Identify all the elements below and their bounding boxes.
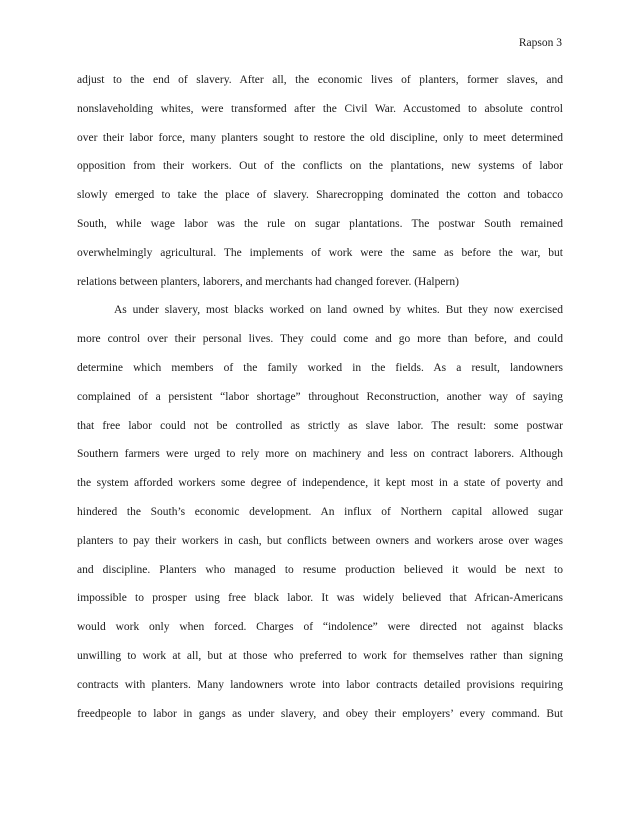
paragraph: [77, 66, 563, 296]
text-line: nonslaveholding whites, were transformed after the Civil War. Accustomed to absolute control: [77, 102, 563, 115]
running-head: Rapson 3: [518, 37, 562, 49]
text-line: opposition from their workers. Out of the conflicts on the plantations, new systems of labor: [77, 160, 563, 173]
text-line: planters to pay their workers in cash, but conflicts between owners and workers arose over wages: [77, 534, 563, 547]
text-line: that free labor could not be controlled as strictly as slave labor. The result: some postwar: [77, 419, 563, 432]
text-line: Southern farmers were urged to rely more on machinery and less on contract laborers. Although: [77, 448, 563, 461]
text-line: overwhelmingly agricultural. The implements of work were the same as before the war, but: [77, 246, 563, 259]
text-line: South, while wage labor was the rule on sugar plantations. The postwar South remained: [77, 217, 563, 230]
text-line: unwilling to work at all, but at those who preferred to work for themselves rather than signing: [77, 649, 563, 662]
text-line: impossible to prosper using free black labor. It was widely believed that African-Americans: [77, 592, 563, 605]
text-line: hindered the South’s economic development. An influx of Northern capital allowed sugar: [77, 505, 563, 518]
text-line: relations between planters, laborers, and merchants had changed forever. (Halpern): [77, 275, 459, 288]
text-line: contracts with planters. Many landowners wrote into labor contracts detailed provisions requiring: [77, 678, 563, 691]
text-line: adjust to the end of slavery. After all, the economic lives of planters, former slaves, and: [77, 74, 563, 86]
text-line: determine which members of the family worked in the fields. As a result, landowners: [77, 361, 563, 374]
text-line: complained of a persistent “labor shortage” throughout Reconstruction, another way of saying: [77, 390, 563, 403]
text-line: more control over their personal lives. They could come and go more than before, and could: [77, 333, 563, 346]
text-line: over their labor force, many planters sought to restore the old discipline, only to meet determined: [77, 131, 563, 144]
text-line: would work only when forced. Charges of “indolence” were directed not against blacks: [77, 621, 563, 634]
text-line: slowly emerged to take the place of slavery. Sharecropping dominated the cotton and tobacco: [77, 189, 563, 202]
text-line: freedpeople to labor in gangs as under slavery, and obey their employers’ every command. But: [77, 707, 563, 720]
text-line: As under slavery, most blacks worked on land owned by whites. But they now exercised: [114, 304, 563, 317]
text-line: and discipline. Planters who managed to resume production believed it would be next to: [77, 563, 563, 576]
document-body: [77, 66, 563, 728]
text-line: the system afforded workers some degree of independence, it kept most in a state of poverty and: [77, 477, 563, 490]
paragraph: [77, 296, 563, 728]
